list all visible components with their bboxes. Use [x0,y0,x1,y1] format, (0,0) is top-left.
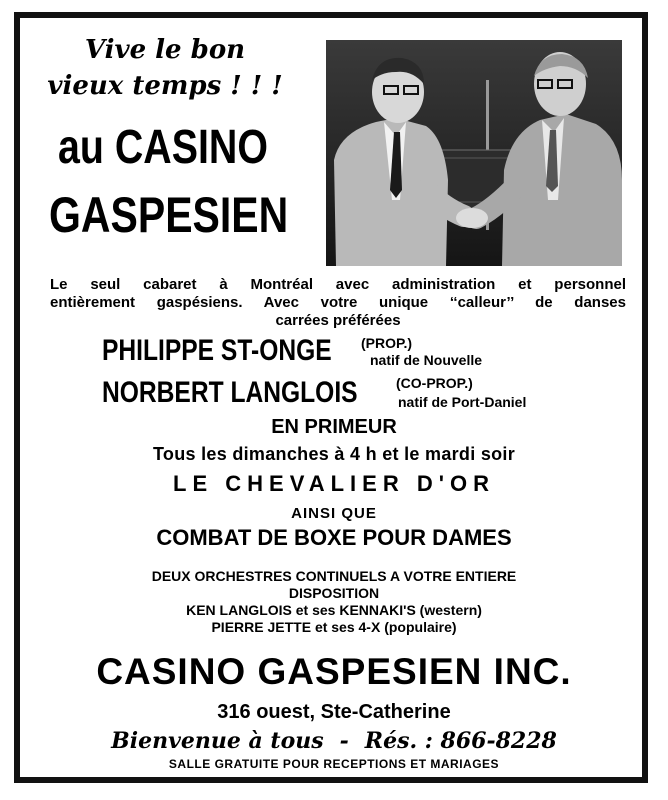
orchestra-western: KEN LANGLOIS et ses KENNAKI'S (western) [186,602,482,618]
reservation-phone: Rés. : 866-8228 [364,728,557,754]
primeur-heading: EN PRIMEUR [271,416,397,438]
co-owner-origin: natif de Port-Daniel [398,394,527,410]
orchestras-line-2: DISPOSITION [288,585,380,601]
owner-origin: natif de Nouvelle [370,352,483,368]
owner-role: (PROP.) [361,335,413,351]
title-line-2: GASPESIEN [49,187,289,243]
co-owner-name: NORBERT LANGLOIS [102,376,358,409]
tagline-line-1: Vive le bon [84,35,246,65]
act-boxing: COMBAT DE BOXE POUR DAMES [156,525,512,550]
act-chevalier: LE CHEVALIER D'OR [173,471,495,496]
address: 316 ouest, Ste-Catherine [217,701,451,723]
tagline-line-2: vieux temps ! ! ! [47,71,283,101]
connector-text: AINSI QUE [291,505,377,522]
photo-illustration [326,40,622,266]
intro-line-3: carrées préférées [275,312,401,329]
two-men-shaking-hands-photo [326,40,622,266]
welcome-separator: - [339,728,349,754]
intro-paragraph [50,276,626,330]
co-owner-role: (CO-PROP.) [396,375,473,391]
intro-line-1: Le seul cabaret à Montréal avec administration et personnel [50,276,626,293]
schedule-line: Tous les dimanches à 4 h et le mardi soir [152,444,516,464]
company-name: CASINO GASPESIEN INC. [96,651,572,692]
intro-line-2: entièrement gaspésiens. Avec votre unique ‘‘calleur’’ de danses [50,294,626,311]
welcome-line [14,728,654,754]
owner-name: PHILIPPE ST-ONGE [102,334,332,367]
welcome-text: Bienvenue à tous [111,728,324,754]
title-line-1: au CASINO [58,121,268,174]
orchestra-popular: PIERRE JETTE et ses 4-X (populaire) [211,619,457,635]
free-hall-note: SALLE GRATUITE POUR RECEPTIONS ET MARIAGES [168,757,500,771]
orchestras-line-1: DEUX ORCHESTRES CONTINUELS A VOTRE ENTIERE [151,568,517,584]
